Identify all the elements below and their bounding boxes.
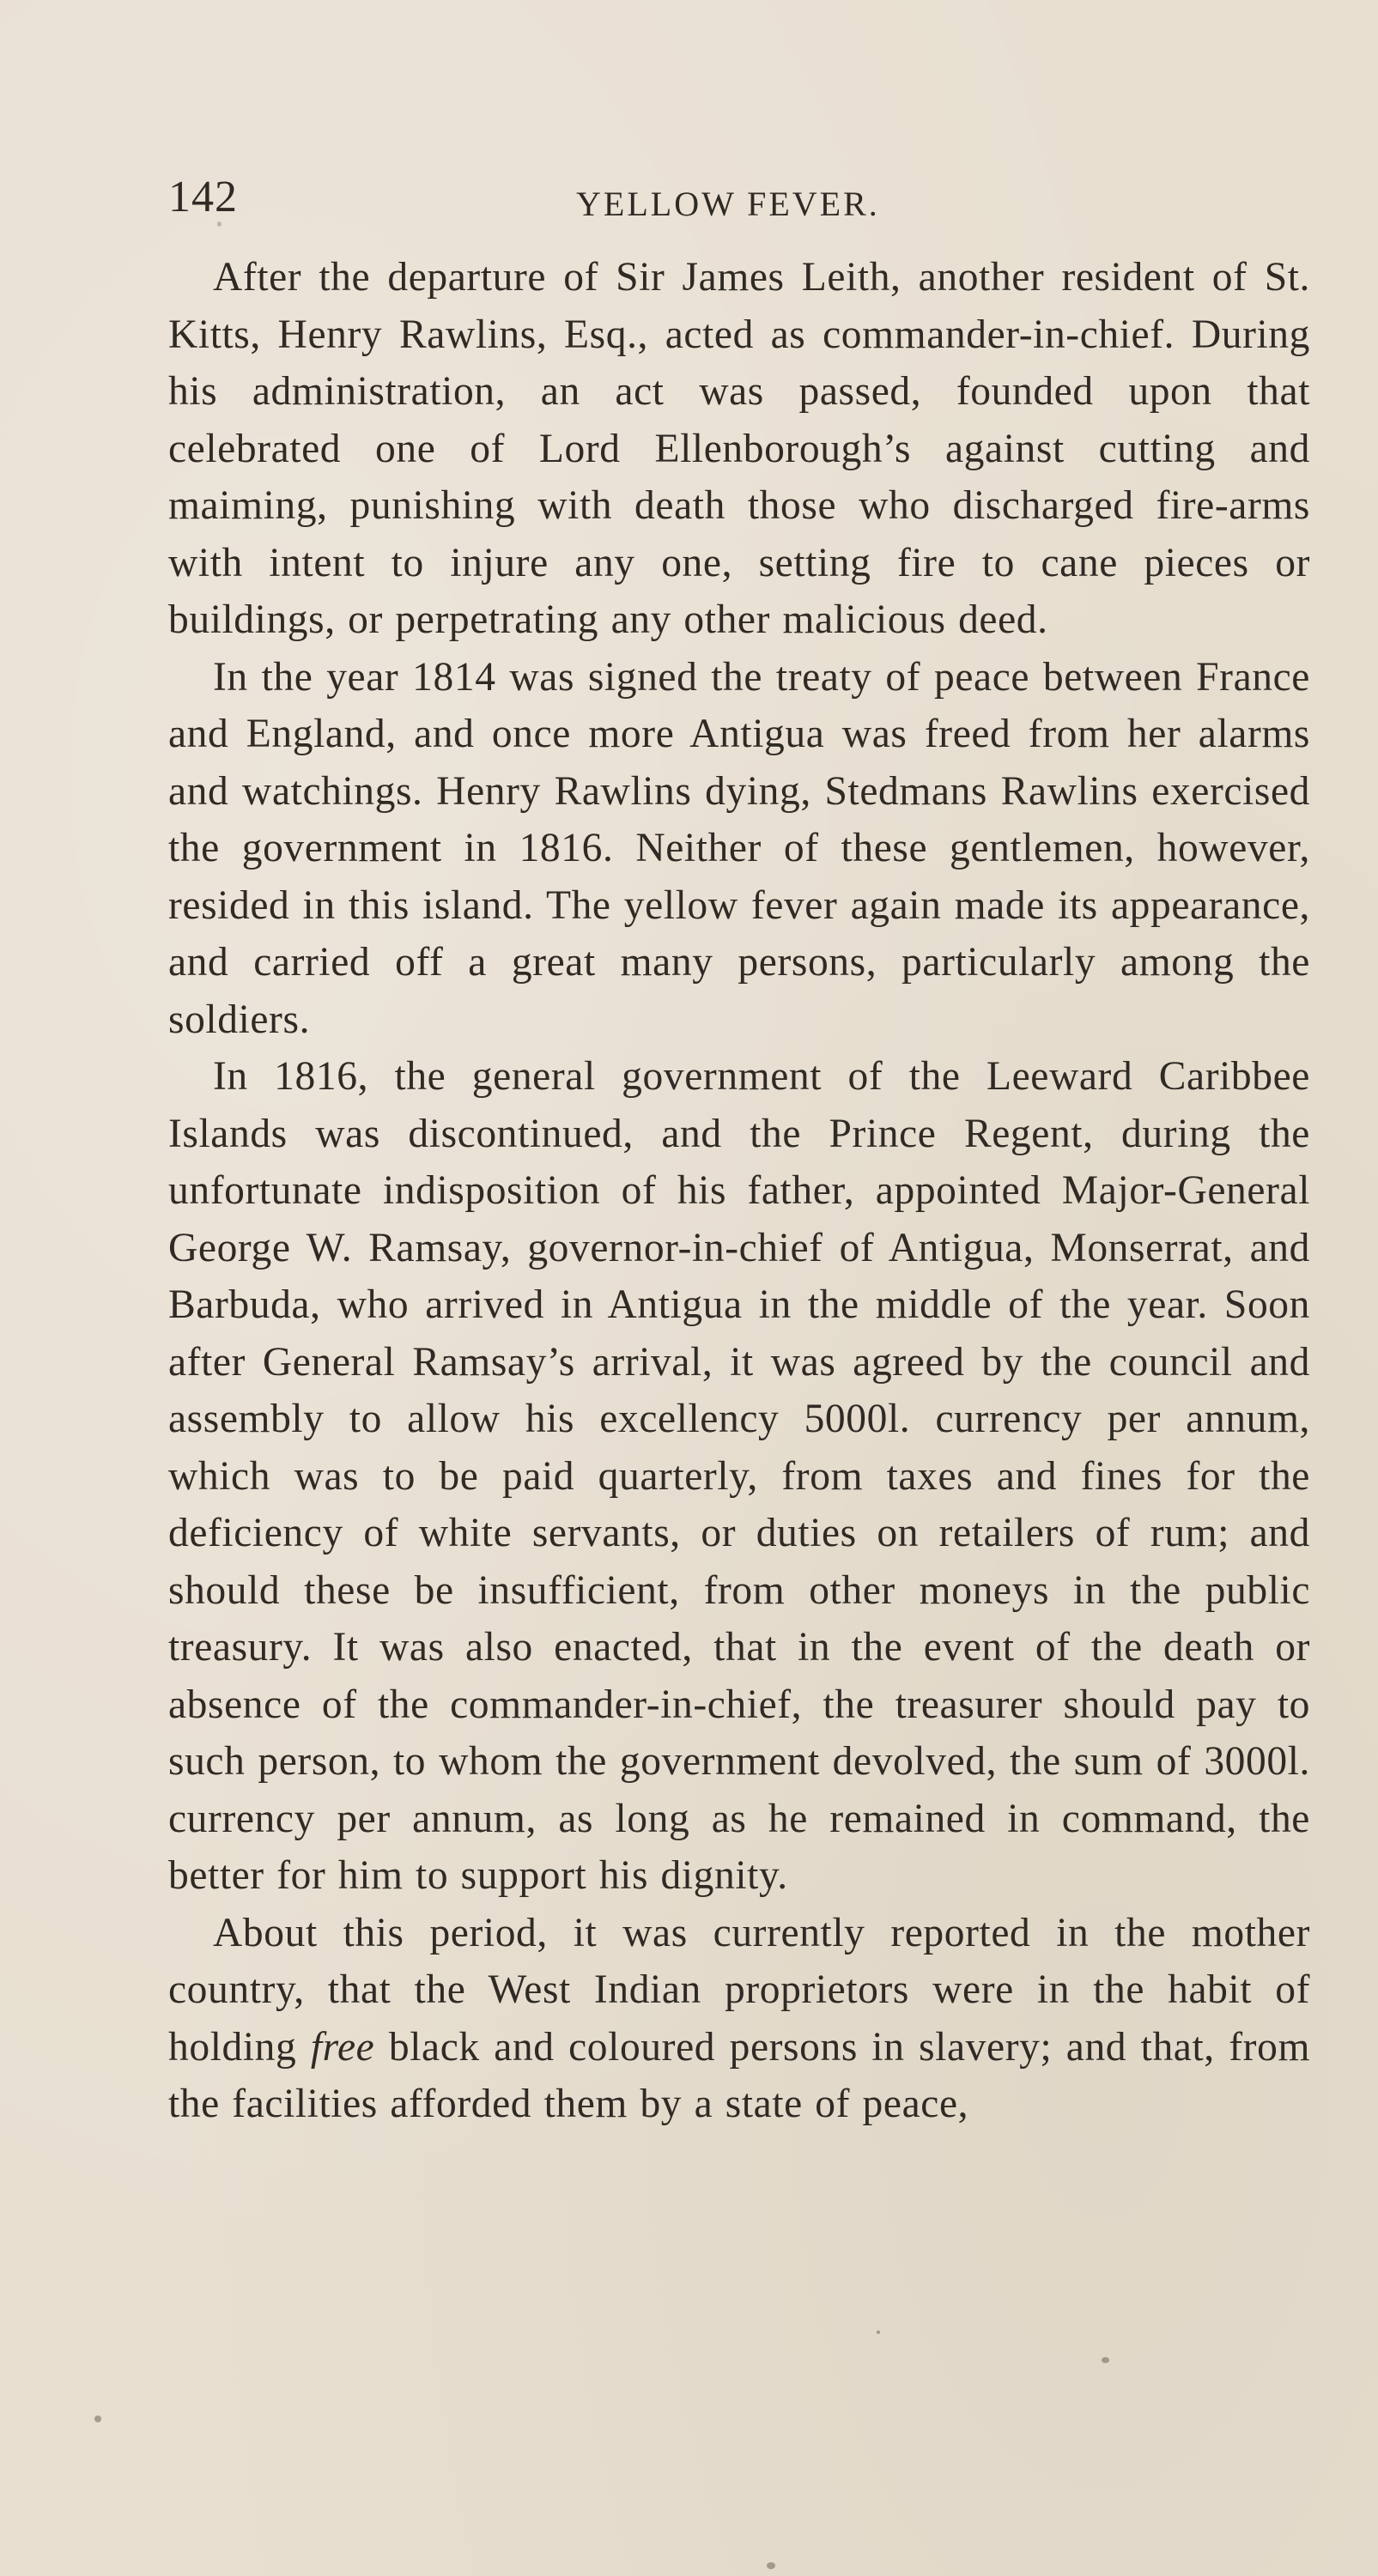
paper-speck bbox=[767, 2562, 775, 2569]
paragraph-4-text-before: About this period, it was currently reported in the mother country, that the West Indian proprietors were in the habit of holding bbox=[168, 1910, 1310, 2070]
running-head bbox=[168, 172, 1310, 232]
paragraph-4 bbox=[168, 1905, 1310, 2133]
paper-speck bbox=[217, 221, 222, 227]
paper-speck bbox=[94, 2415, 101, 2422]
page-number: 142 bbox=[168, 173, 238, 221]
paragraph-2: In the year 1814 was signed the treaty of peace between France and England, and once more Antigua was freed from her alarms and watchings. Henry Rawlins dying, Stedmans Rawlins exercised the government in 1816. Neither of these gentlemen, however, resided in this island. The yellow fever again made its appearance, and carried off a great many persons, particularly among the soldiers. bbox=[168, 654, 1310, 1042]
paragraph-4-emphasis: free bbox=[310, 2024, 375, 2070]
paper-speck bbox=[1102, 2357, 1109, 2363]
running-title: YELLOW FEVER. bbox=[576, 185, 880, 223]
paper-speck bbox=[877, 2331, 880, 2334]
paragraph-4-text-after: black and coloured persons in slavery; and that, from the facilities afforded them by a state of peace, bbox=[168, 2024, 1310, 2126]
body-text bbox=[168, 249, 1310, 2133]
paragraph-1: After the departure of Sir James Leith, another resident of St. Kitts, Henry Rawlins, Esq., acted as commander-in-chief. During his administration, an act was passed, founded upon that celebrated one of Lord Ellenborough’s against cutting and maiming, punishing with death those who discharged fire-arms with intent to injure any one, setting fire to cane pieces or buildings, or perpetrating any other malicious deed. bbox=[168, 255, 1310, 642]
paragraph-3: In 1816, the general government of the Leeward Caribbee Islands was discontinued, and the Prince Regent, during the unfortunate indisposition of his father, appointed Major-General George W. Ramsay, governor-in-chief of Antigua, Monserrat, and Barbuda, who arrived in Antigua in the middle of the year. Soon after General Ramsay’s arrival, it was agreed by the council and assembly to allow his excellency 5000l. currency per annum, which was to be paid quarterly, from taxes and fines for the deficiency of white servants, or duties on retailers of rum; and should these be insufficient, from other moneys in the public treasury. It was also enacted, that in the event of the death or absence of the commander-in-chief, the treasurer should pay to such person, to whom the government devolved, the sum of 3000l. currency per annum, as long as he remained in command, the better for him to support his dignity. bbox=[168, 1054, 1310, 1898]
